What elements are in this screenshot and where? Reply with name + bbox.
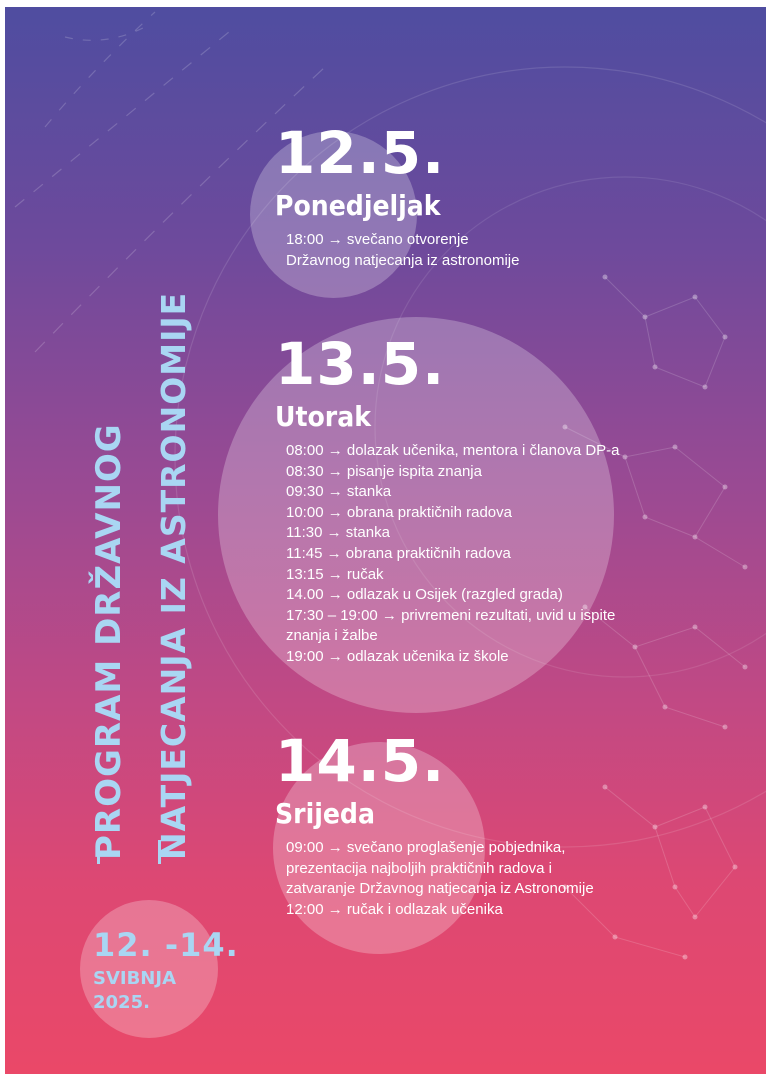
day-wednesday [275,727,594,920]
schedule-item: 09:30 → stanka [286,483,392,501]
poster-title-line1: PROGRAM DRŽAVNOG [89,423,129,860]
day-name: Utorak [275,400,371,433]
date-range-days: 12. -14. [93,926,239,964]
schedule-item: 11:45 → obrana praktičnih radova [286,544,511,562]
schedule-item: 14.00 → odlazak u Osijek (razgled grada) [286,586,563,604]
day-date: 14.5. [275,727,446,795]
schedule-item: 13:15 → ručak [286,565,384,583]
day-name: Srijeda [275,797,375,830]
schedule-item: 10:00 → obrana praktičnih radova [286,503,512,521]
day-date: 12.5. [275,119,446,187]
schedule-item: 17:30 – 19:00 → privremeni rezultati, uvid u ispite znanja i žalbe [286,606,616,645]
schedule-item: 08:30 → pisanje ispita znanja [286,462,482,480]
schedule-item: 09:00 → svečano proglašenje pobjednika, prezentacija najboljih praktičnih radova i zatvaranje Državnog natjecanja iz Astronomije [286,839,594,898]
schedule-list [275,838,594,920]
event-date-range [93,926,239,1015]
day-name: Ponedjeljak [275,189,441,222]
schedule-item: 18:00 → svečano otvorenje Državnog natjecanja iz astronomije [286,231,520,269]
schedule-item: 11:30 → stanka [286,524,390,542]
day-date: 13.5. [275,330,446,398]
schedule-list [275,230,519,271]
poster [5,7,766,1074]
schedule-item: 19:00 → odlazak učenika iz škole [286,647,509,665]
day-tuesday [275,330,620,668]
schedule-item: 12:00 → ručak i odlazak učenika [286,900,503,918]
schedule-list [275,441,620,668]
day-monday [275,119,520,271]
date-range-year: 2025. [93,992,150,1013]
poster-title-line2: NATJECANJA IZ ASTRONOMIJE [154,291,193,860]
schedule-item: 08:00 → dolazak učenika, mentora i članova DP-a [286,442,620,459]
date-range-month: SVIBNJA [93,968,177,989]
